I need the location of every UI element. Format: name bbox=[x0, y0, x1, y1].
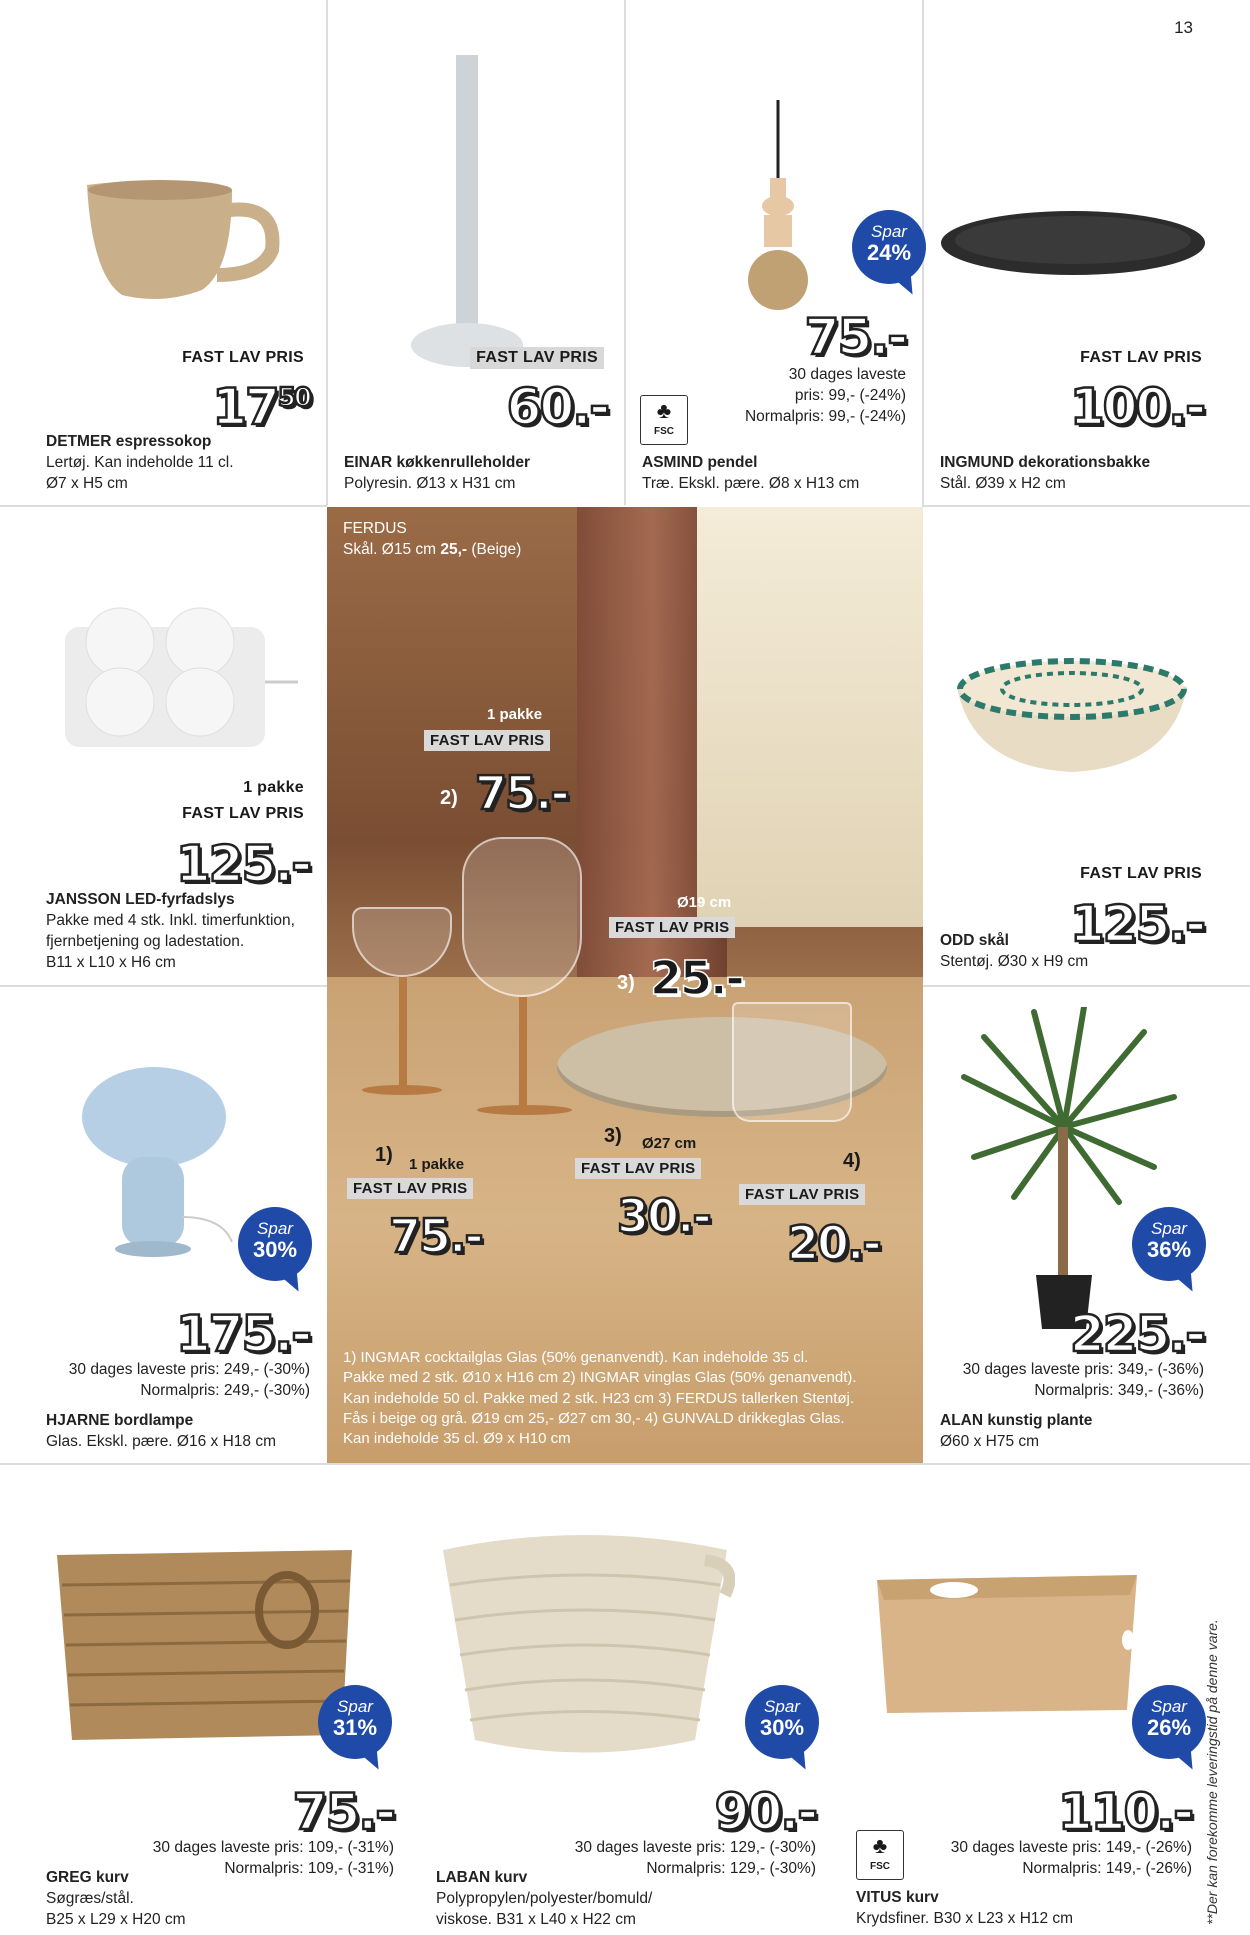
fast-lav-pris-label: FAST LAV PRIS bbox=[1080, 865, 1202, 882]
price: 30.- bbox=[617, 1189, 710, 1243]
fast-lav-pris-label: FAST LAV PRIS bbox=[470, 347, 604, 369]
fsc-logo-icon: ♣ FSC bbox=[640, 395, 688, 445]
spar-badge: Spar 36% bbox=[1132, 1207, 1206, 1281]
item-number: 1) bbox=[375, 1144, 393, 1166]
plywood-box-image bbox=[872, 1565, 1142, 1720]
bowl-image bbox=[952, 657, 1192, 782]
price: 25.- bbox=[650, 951, 743, 1005]
pendant-lamp-image bbox=[738, 100, 818, 325]
glass-stem bbox=[519, 997, 527, 1107]
pack-label: 1 pakke bbox=[409, 1156, 465, 1173]
rope-basket-image bbox=[435, 1525, 735, 1770]
fast-lav-pris-label: FAST LAV PRIS bbox=[575, 1158, 701, 1179]
price: 225.- bbox=[1069, 1305, 1204, 1363]
price: 60.- bbox=[506, 378, 608, 436]
price-history: 30 dages laveste pris: 349,- (-36%) Normalpris: 349,- (-36%) bbox=[962, 1361, 1204, 1399]
product-detmer[interactable] bbox=[0, 0, 326, 505]
drinking-glass-image bbox=[732, 1002, 852, 1122]
glass-base bbox=[362, 1085, 442, 1095]
price: 75.- bbox=[389, 1209, 482, 1263]
spar-badge: Spar 31% bbox=[318, 1685, 392, 1759]
product-text: ODD skål Stentøj. Ø30 x H9 cm bbox=[940, 932, 1089, 970]
product-alan[interactable] bbox=[924, 987, 1250, 1463]
size-label: Ø27 cm bbox=[642, 1135, 697, 1152]
item-number: 3) bbox=[604, 1125, 622, 1147]
product-vitus[interactable] bbox=[840, 1465, 1200, 1935]
seagrass-basket-image bbox=[52, 1535, 362, 1750]
price: 100.- bbox=[1069, 378, 1204, 436]
paper-towel-holder-image bbox=[410, 55, 530, 380]
product-greg[interactable] bbox=[0, 1465, 410, 1935]
price-history: 30 dages laveste pris: 109,- (-31%) Normalpris: 109,- (-31%) bbox=[152, 1839, 394, 1877]
fsc-logo-icon: ♣ FSC bbox=[856, 1830, 904, 1880]
spar-badge: Spar 24% bbox=[852, 210, 926, 284]
spar-badge: Spar 30% bbox=[238, 1207, 312, 1281]
spar-badge: Spar 26% bbox=[1132, 1685, 1206, 1759]
page-number: 13 bbox=[1174, 18, 1193, 37]
item-number: 4) bbox=[843, 1150, 861, 1172]
fast-lav-pris-label: FAST LAV PRIS bbox=[1080, 349, 1202, 366]
product-text: GREG kurv Søgræs/stål. B25 x L29 x H20 cm bbox=[46, 1869, 186, 1928]
spar-badge: Spar 30% bbox=[745, 1685, 819, 1759]
price: 90.- bbox=[714, 1783, 816, 1841]
fast-lav-pris-label: FAST LAV PRIS bbox=[182, 805, 304, 822]
price: 125.- bbox=[175, 835, 310, 893]
fast-lav-pris-label: FAST LAV PRIS bbox=[739, 1184, 865, 1205]
fast-lav-pris-label: FAST LAV PRIS bbox=[347, 1178, 473, 1199]
fast-lav-pris-label: FAST LAV PRIS bbox=[609, 917, 735, 938]
product-jansson[interactable] bbox=[0, 507, 326, 985]
espresso-cup-image bbox=[82, 180, 232, 300]
price: 75.- bbox=[475, 766, 568, 820]
product-text: ASMIND pendel Træ. Ekskl. pære. Ø8 x H13 cm bbox=[642, 454, 860, 492]
product-text: LABAN kurv Polypropylen/polyester/bomuld/ viskose. B31 x L40 x H22 cm bbox=[436, 1869, 653, 1928]
price: 20.- bbox=[787, 1216, 880, 1270]
glassware-description: 1) INGMAR cocktailglas Glas (50% genanvendt). Kan indeholde 35 cl. Pakke med 2 stk. Ø10 x H16 cm 2) INGMAR vinglas Glas (50% genanvendt). Kan indeholde 50 cl. Pakke med 2 stk. H23 cm 3) FERDUS tallerken Stentøj. Fås i beige og grå. Ø19 cm 25,- Ø27 cm 30,- 4) GUNVALD drikkeglas Glas. Kan indeholde 35 cl. Ø9 x H10 cm bbox=[343, 1349, 857, 1447]
product-hjarne[interactable] bbox=[0, 987, 326, 1463]
product-asmind[interactable] bbox=[626, 0, 922, 505]
window-image bbox=[697, 507, 923, 927]
price: 110.- bbox=[1057, 1783, 1192, 1841]
price: 75.- bbox=[292, 1783, 394, 1841]
glass-stem bbox=[399, 977, 407, 1087]
led-candles-image bbox=[60, 587, 300, 762]
pack-label: 1 pakke bbox=[487, 706, 543, 723]
product-text: ALAN kunstig plante Ø60 x H75 cm bbox=[940, 1412, 1093, 1450]
cocktail-glass-image bbox=[352, 907, 452, 977]
table-lamp-image bbox=[82, 1067, 252, 1272]
price: 75.- bbox=[804, 308, 906, 366]
product-text: HJARNE bordlampe Glas. Ekskl. pære. Ø16 x H18 cm bbox=[46, 1412, 276, 1450]
artificial-plant-image bbox=[944, 1007, 1184, 1342]
item-number: 3) bbox=[617, 972, 635, 994]
product-text: VITUS kurv Krydsfiner. B30 x L23 x H12 cm bbox=[856, 1889, 1074, 1927]
glass-base bbox=[477, 1105, 572, 1115]
fast-lav-pris-label: FAST LAV PRIS bbox=[424, 730, 550, 751]
price: 175.- bbox=[175, 1305, 310, 1363]
product-einar[interactable] bbox=[328, 0, 624, 505]
price: $17^{50}$ bbox=[212, 378, 310, 436]
ferdus-text: FERDUS Skål. Ø15 cm 25,- (Beige) bbox=[343, 520, 522, 558]
price-history: 30 dages laveste pris: 149,- (-26%) Normalpris: 149,- (-26%) bbox=[950, 1839, 1192, 1877]
product-text: EINAR køkkenrulleholder Polyresin. Ø13 x H31 cm bbox=[344, 454, 531, 492]
product-text: JANSSON LED-fyrfadslys Pakke med 4 stk. Inkl. timerfunktion, fjernbetjening og ladestation. B11 x L10 x H6 cm bbox=[46, 891, 295, 971]
tableware-photo bbox=[327, 507, 923, 1463]
product-text: INGMUND dekorationsbakke Stål. Ø39 x H2 cm bbox=[940, 454, 1151, 492]
price: 125.- bbox=[1069, 895, 1204, 953]
price-history: 30 dages laveste pris: 129,- (-30%) Normalpris: 129,- (-30%) bbox=[574, 1839, 816, 1877]
item-number: 2) bbox=[440, 787, 458, 809]
product-odd[interactable] bbox=[924, 507, 1250, 985]
product-text: DETMER espressokop Lertøj. Kan indeholde 11 cl. Ø7 x H5 cm bbox=[46, 433, 234, 492]
pack-label: 1 pakke bbox=[243, 779, 304, 796]
size-label: Ø19 cm bbox=[677, 894, 732, 911]
price-history: 30 dages laveste pris: 249,- (-30%) Normalpris: 249,- (-30%) bbox=[68, 1361, 310, 1399]
delivery-note: **Der kan forekomme leveringstid på denne vare. bbox=[1204, 1619, 1220, 1925]
product-ingmund[interactable] bbox=[924, 0, 1250, 505]
price-history: 30 dages laveste pris: 99,- (-24%) Normalpris: 99,- (-24%) bbox=[744, 366, 906, 425]
wine-glass-image bbox=[462, 837, 582, 997]
decorative-tray-image bbox=[938, 208, 1208, 283]
fast-lav-pris-label: FAST LAV PRIS bbox=[182, 349, 304, 366]
product-laban[interactable] bbox=[420, 1465, 840, 1935]
